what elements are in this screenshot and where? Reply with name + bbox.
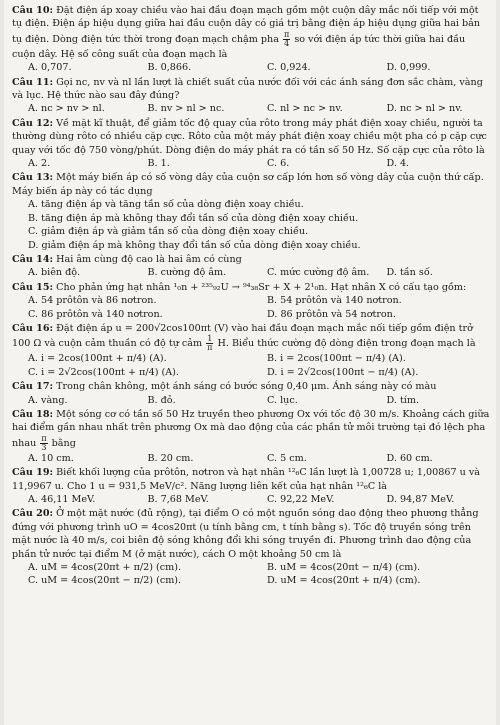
question-stem xyxy=(12,253,490,266)
question-text: Cho phản ứng hạt nhân ¹₀n + ²³⁵₉₂U → ⁹⁴₃₈Sr + X + 2¹₀n. Hạt nhân X có cấu tạo gồm: xyxy=(56,281,467,293)
question-stem xyxy=(12,171,490,198)
answer-option: A. i = 2cos(100πt + π/4) (A). xyxy=(28,353,167,365)
question-block xyxy=(12,117,490,171)
answer-option: B. nv > nl > nc. xyxy=(147,103,225,115)
answer-option: D. 86 prôtôn và 54 nơtron. xyxy=(267,308,396,320)
answer-option: C. 5 cm. xyxy=(267,452,307,464)
answer-option: D. i = 2√2cos(100πt − π/4) (A). xyxy=(267,366,419,378)
question-number: Câu 18: xyxy=(12,408,54,420)
answer-option: B. cường độ âm. xyxy=(147,267,227,279)
answer-options xyxy=(12,394,490,407)
answer-option: D. 94,87 MeV. xyxy=(386,494,455,505)
answer-options xyxy=(12,157,490,170)
answer-option: B. đỏ. xyxy=(147,394,176,406)
question-number: Câu 15: xyxy=(12,281,54,293)
answer-option: C. lục. xyxy=(267,394,298,406)
answer-option: D. nc > nl > nv. xyxy=(386,103,463,115)
answer-option: D. giảm điện áp mà không thay đổi tần số của dòng điện xoay chiều. xyxy=(28,239,361,251)
fraction-numerator: π xyxy=(283,29,290,39)
answer-option: D. 0,999. xyxy=(386,62,431,74)
fraction-numerator: π xyxy=(41,433,47,443)
answer-option: C. mức cường độ âm. xyxy=(267,267,370,279)
answer-option: C. giảm điện áp và giảm tần số của dòng điện xoay chiều. xyxy=(28,226,309,238)
answer-options xyxy=(12,266,490,279)
question-text: Biết khối lượng của prôtôn, nơtron và hạt nhân ¹²₆C lần lượt là 1,00728 u; 1,00867 u và 11,9967 u. Cho 1 u = 931,5 MeV/c². Năng lượng liên kết của hạt nhân ¹²₆C là xyxy=(12,467,480,492)
answer-option: B. 1. xyxy=(147,158,170,170)
question-text: Ở một mặt nước (đủ rộng), tại điểm O có một nguồn sóng dao động theo phương thẳng đứng với phương trình uO = 4cos20πt (u tính bằng cm, t tính bằng s). Tốc độ truyền sóng trên mặt nước là 40 m/s, coi biên độ sóng không đổi khi sóng truyền đi. Phương trình dao động của phần tử nước tại điểm M (ở mặt nước), cách O một khoảng 50 cm là xyxy=(12,508,479,560)
question-stem xyxy=(12,380,490,393)
answer-option: D. tần số. xyxy=(386,267,433,279)
question-block xyxy=(12,408,490,465)
answer-option: C. 6. xyxy=(267,158,290,170)
answer-option: A. vàng. xyxy=(28,394,68,406)
answer-option: A. 54 prôtôn và 86 nơtron. xyxy=(28,295,157,307)
answer-option: A. 10 cm. xyxy=(28,452,74,464)
fraction xyxy=(40,435,47,452)
answer-option: A. 46,11 MeV. xyxy=(28,494,96,505)
answer-option: A. 2. xyxy=(28,158,51,170)
question-number: Câu 11: xyxy=(12,76,54,88)
question-stem xyxy=(12,466,490,493)
question-stem xyxy=(12,4,490,61)
question-number: Câu 17: xyxy=(12,381,54,393)
question-number: Câu 10: xyxy=(12,5,54,16)
question-block xyxy=(12,171,490,251)
question-block xyxy=(12,322,490,379)
question-text: Đặt điện áp u = 200√2cos100πt (V) vào hai đầu đoạn mạch mắc nối tiếp gồm điện trở 100 Ω và cuộn cảm thuần có độ tự cảm xyxy=(12,322,473,350)
answer-option: D. 4. xyxy=(386,158,410,170)
answer-option: B. 0,866. xyxy=(147,62,192,74)
question-text: Trong chân không, một ánh sáng có bước sóng 0,40 μm. Ánh sáng này có màu xyxy=(56,381,437,393)
answer-option: A. uM = 4cos(20πt + π/2) (cm). xyxy=(28,562,182,574)
question-stem xyxy=(12,408,490,452)
fraction-denominator: π xyxy=(207,343,213,353)
question-block xyxy=(12,76,490,116)
answer-option: A. biên độ. xyxy=(28,267,81,279)
answer-option: C. uM = 4cos(20πt − π/2) (cm). xyxy=(28,575,182,587)
question-stem xyxy=(12,76,490,103)
answer-option: B. 20 cm. xyxy=(147,452,194,464)
exam-page xyxy=(4,0,496,725)
fraction-denominator: 3 xyxy=(41,442,47,452)
question-text: Đặt điện áp xoay chiều vào hai đầu đoạn mạch gồm một cuộn dây mắc nối tiếp với một tụ điện. Điện áp hiệu dụng giữa hai đầu cuộn dây có giá trị bằng điện áp hiệu dụng giữa hai bản tụ điện. Dòng điện tức thời trong đoạn mạch chậm pha xyxy=(12,5,481,45)
question-block xyxy=(12,281,490,321)
question-number: Câu 20: xyxy=(12,508,54,520)
question-text-cont: bằng xyxy=(51,437,76,449)
question-number: Câu 14: xyxy=(12,253,54,265)
question-block xyxy=(12,4,490,75)
question-block xyxy=(12,466,490,506)
question-text: Hai âm cùng độ cao là hai âm có cùng xyxy=(56,253,242,265)
answer-option: B. i = 2cos(100πt − π/4) (A). xyxy=(267,353,406,365)
question-number: Câu 19: xyxy=(12,467,54,479)
answer-option: A. nc > nv > nl. xyxy=(28,103,105,115)
answer-options xyxy=(12,452,490,465)
answer-option: A. tăng điện áp và tăng tần số của dòng điện xoay chiều. xyxy=(28,199,304,211)
question-text: Về mặt kĩ thuật, để giảm tốc độ quay của rôto trong máy phát điện xoay chiều, người ta thường dùng rôto có nhiều cặp cực. Rôto của một máy phát điện xoay chiều một pha có p cặp cực quay với tốc độ 750 vòng/phút. Dòng điện do máy phát ra có tần số 50 Hz. Số cặp cực của rôto là xyxy=(12,117,487,156)
answer-options xyxy=(12,102,490,115)
answer-options xyxy=(12,294,490,321)
answer-option: D. 60 cm. xyxy=(386,452,433,464)
answer-options xyxy=(12,561,490,588)
answer-option: D. uM = 4cos(20πt + π/4) (cm). xyxy=(267,575,421,587)
answer-option: C. i = 2√2cos(100πt + π/4) (A). xyxy=(28,366,179,378)
answer-option: C. nl > nc > nv. xyxy=(267,103,343,115)
question-stem xyxy=(12,322,490,352)
answer-options xyxy=(12,352,490,379)
answer-options xyxy=(12,61,490,74)
question-text: Một máy biến áp có số vòng dây của cuộn sơ cấp lớn hơn số vòng dây của cuộn thứ cấp. Máy biến áp này có tác dụng xyxy=(12,172,484,197)
question-text-cont: H. Biểu thức cường độ dòng điện trong đoạn mạch là xyxy=(217,338,476,350)
fraction-numerator: 1 xyxy=(207,334,213,344)
question-number: Câu 16: xyxy=(12,322,54,334)
answer-option: A. 0,707. xyxy=(28,62,72,74)
answer-option: C. 92,22 MeV. xyxy=(267,494,335,505)
question-stem xyxy=(12,117,490,157)
answer-option: D. tím. xyxy=(386,394,420,406)
answer-option: C. 86 prôtôn và 140 nơtron. xyxy=(28,308,163,320)
answer-options xyxy=(12,493,490,506)
fraction xyxy=(283,31,290,48)
question-block xyxy=(12,380,490,407)
answer-options xyxy=(12,198,490,252)
answer-option: B. 54 prôtôn và 140 nơtron. xyxy=(267,295,402,307)
question-block xyxy=(12,253,490,280)
fraction-denominator: 4 xyxy=(284,38,290,48)
question-text-cont: so với điện áp tức thời giữa hai đầu cuộn dây. Hệ số công suất của đoạn mạch là xyxy=(12,33,466,60)
question-number: Câu 12: xyxy=(12,117,54,129)
question-stem xyxy=(12,507,490,561)
answer-option: B. 7,68 MeV. xyxy=(147,494,209,505)
answer-option: C. 0,924. xyxy=(267,62,311,74)
question-stem xyxy=(12,281,490,294)
question-text: Gọi nc, nv và nl lần lượt là chiết suất của nước đối với các ánh sáng đơn sắc chàm, vàng và lục. Hệ thức nào sau đây đúng? xyxy=(12,76,483,102)
fraction xyxy=(206,335,213,352)
question-number: Câu 13: xyxy=(12,172,54,184)
question-block xyxy=(12,507,490,587)
answer-option: B. uM = 4cos(20πt − π/4) (cm). xyxy=(267,562,421,574)
answer-option: B. tăng điện áp mà không thay đổi tần số của dòng điện xoay chiều. xyxy=(28,212,359,224)
question-text: Một sóng cơ có tần số 50 Hz truyền theo phương Ox với tốc độ 30 m/s. Khoảng cách giữa hai điểm gần nhau nhất trên phương Ox mà dao động của các phần tử môi trường tại đó lệch pha nhau xyxy=(12,408,490,449)
